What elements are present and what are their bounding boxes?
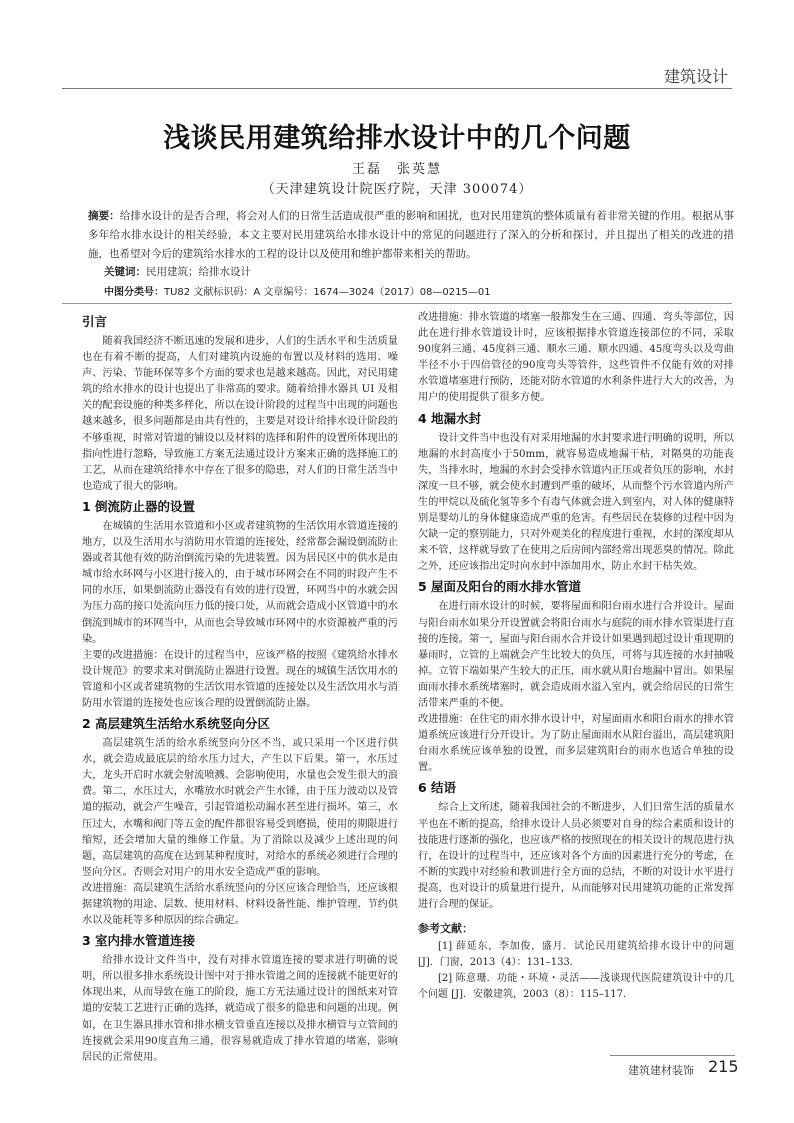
clc-text: TU82 文献标识码：A 文章编号：1674—3024（2017）08—0215—01 — [164, 287, 491, 298]
para-s6: 综合上文所述，随着我国社会的不断进步，人们日常生活的质量水平也在不断的提高，给排水设计人员必须要对自身的综合素质和设计的技能进行逐渐的强化，也应该严格的按照现在的相关设计的规范进行执行，在设计的过程当中，还应该对各个方面的因素进行充分的考虑，在不断的实践中对经验和教训进行全方面的总结，不断的对设计水平进行提高，也对设计的质量进行提升，从而能够对民用建筑功能的正常发挥进行合理的保证。 — [418, 802, 734, 910]
reference-item: [2] 陈意珊．功能・环境・灵活——浅谈现代医院建筑设计中的几个问题 [J]．安徽建筑，2003（8）：115–117． — [418, 973, 734, 1001]
para-s5-1: 在进行雨水设计的时候，要将屋面和阳台雨水进行合并设计。屋面与阳台雨水如果分开设置就会将阳台雨水与庭院的雨水排水管渠进行直接的连接。第一，屋面与阳台雨水合并设计如果遇到超过设计重现期的暴雨时，立管的上端就会产生比较大的负压，可将与其连接的水封抽吸掉。立管下端如果产生较大的正压，雨水就从阳台地漏中冒出。如果屋面雨水排水系统堵塞时，就会造成雨水溢入室内，就会给居民的日常生活带来严重的不便。 — [418, 601, 734, 709]
heading-s5: 5 屋面及阳台的雨水排水管道 — [418, 579, 582, 595]
keywords-text: 民用建筑；给排水设计 — [146, 266, 251, 278]
right-column — [418, 310, 734, 1003]
abstract — [88, 207, 734, 264]
keywords-label: 关键词： — [104, 266, 146, 278]
section-tag: 建筑设计 — [663, 67, 728, 86]
classification-line — [104, 283, 734, 298]
para-s1-1: 在城镇的生活用水管道和小区或者建筑物的生活饮用水管道连接的地方，以及生活用水与消防用水管道的连接处，经常都会漏设倒流防止器或者其他有效的防治倒流污染的先进装置。因为居民区中的供水是由城市给水环网与小区进行接入的，由于城市环网会在不同的时段产生不同的水压，如果倒流防止器没有有效的进行设置，环网当中的水就会因为压力高的接口处流向压力低的接口处，从而就会造成小区管道中的水倒流到城市的环网当中，从而也会导致城市环网中的水资源被严重的污染。 — [82, 520, 398, 645]
references-title: 参考文献： — [418, 922, 473, 936]
heading-intro: 引言 — [82, 314, 108, 329]
para-s1-2: 主要的改进措施：在设计的过程当中，应该严格的按照《建筑给水排水设计规范》的要求来对倒流防止器进行设置。现在的城镇生活饮用水的管道和小区或者建筑物的生活饮用水管道的连接处以及生活饮用水与消防用水管道的连接处也应该合理的设置倒流防止器。 — [82, 649, 398, 709]
article-title: 浅谈民用建筑给排水设计中的几个问题 — [163, 123, 631, 154]
para-s2-1: 高层建筑生活的给水系统竖向分区不当，或只采用一个区进行供水，就会造成最底层的给水压力过大，产生以下后果。第一，水压过大，龙头开启时水就会射流喷溅、会影响使用，水量也会发生很大的浪费。第二，水压过大，水嘴放水时就会产生水锤，由于压力波动以及管道的振动，就会产生噪音，引起管道松动漏水甚至进行损坏。第三，水压过大，水嘴和阀门等五金的配件都很容易受到磨损，使用的期限进行缩短，还会增加大量的维修工作量。为了消除以及减少上述出现的问题，高层建筑的高度在达到某种程度时，对给水的系统必须进行合理的竖向分区。否则会对用户的用水安全造成严重的影响。 — [82, 738, 398, 878]
left-column — [82, 310, 398, 1066]
journal-name: 建筑建材装饰 — [628, 1064, 694, 1077]
footer-rule — [610, 1055, 735, 1056]
para-s2-2: 改进措施：高层建筑生活给水系统竖向的分区应该合理恰当，还应该根据建筑物的用途、层数、使用材料、材料设备性能、维护管理、节约供水以及能耗等多种原因的综合确定。 — [82, 882, 398, 927]
clc-label: 中图分类号： — [104, 287, 164, 298]
heading-s6: 6 结语 — [418, 780, 457, 796]
page-number: 215 — [708, 1057, 739, 1076]
reference-item: [1] 薛延东，李加俊，盛月．试论民用建筑给排水设计中的问题 [J]．门窗，2013（4）：131–133． — [418, 941, 734, 969]
heading-s4: 4 地漏水封 — [418, 410, 482, 426]
abstract-text: 给排水设计的是否合理，将会对人们的日常生活造成很严重的影响和困扰，也对民用建筑的整体质量有着非常关键的作用。根据从事多年给水排水设计的相关经验，本文主要对民用建筑给水排水设计中的常见的问题进行了深入的分析和探讨，并且提出了相关的改进的措施，也希望对今后的建筑给水排水的工程的设计以及使用和维护都带来相关的帮助。 — [88, 210, 735, 260]
para-s5-2: 改进措施：在住宅的雨水排水设计中，对屋面雨水和阳台雨水的排水管道系统应该进行分开设计。为了防止屋面雨水从阳台溢出，高层建筑阳台雨水系统应该单独的设置，而多层建筑阳台的雨水也适合单独的设置。 — [418, 714, 734, 774]
abstract-label: 摘要： — [88, 210, 120, 222]
authors: 王磊 张英慧 — [351, 162, 442, 177]
heading-s3: 3 室内排水管道连接 — [82, 933, 196, 949]
clc-rule — [62, 303, 732, 304]
header-rule — [62, 88, 732, 89]
para-intro: 随着我国经济不断迅速的发展和进步，人们的生活水平和生活质量也在有着不断的提高，人们对建筑内设施的布置以及材料的选用、噪声、污染、节能环保等多个方面的要求也是越来越高。因此，对民用建筑的给水排水的设计也提出了非常高的要求。随着给排水器具 UI 及相关的配套设施的种类多样化，所以在设计阶段的过程当中出现的问题也越来越多，很多问题都是由共有性的，主要是对设计给排水设计阶段的不够重视，时常对管道的铺设以及材料的选择和附件的设置所体现出的指向性进行忽略，导致施工方案无法通过设计方案来正确的选择施工的工艺，从而在建筑给排水中存在了很多的隐患，对人们的日常生活当中也造成了很大的影响。 — [82, 336, 398, 492]
heading-s1: 1 倒流防止器的设置 — [82, 498, 196, 514]
para-s4: 设计文件当中也没有对采用地漏的水封要求进行明确的说明，所以地漏的水封高度小于50mm，就容易造成地漏干枯，对隔臭的功能丧失，当排水时，地漏的水封会受排水管道内正压或者负压的影响，水封深度一旦不够，就会使水封遭到严重的破坏，从而整个污水管道内所产生的甲烷以及硫化氢等多个有毒气体就会进入到室内，对人体的健康特别是婴幼儿的身体健康造成严重的危害。有些居民在装修的过程中因为欠缺一定的察别能力，只对外观美化的程度进行重视，水封的深度却从来不管，这样就导致了在使用之后房间内部经常出现恶臭的情况。除此之外，还应该指出定时向水封中添加用水，防止水封干枯失效。 — [418, 432, 734, 573]
para-s3-2: 改进措施：排水管道的堵塞一般都发生在三通、四通、弯头等部位，因此在进行排水管道设计时，应该根据排水管道连接部位的不同，采取90度斜三通、45度斜三通、顺水三通、顺水四通、45度弯头以及弯曲半径不小于四倍管径的90度弯头等管件，这些管件不仅能有效的对排水管道堵塞进行预防，还能对防水管道的水利条件进行大大的改善，为用户的使用提供了很多方便。 — [418, 312, 734, 404]
affiliation: （天津建筑设计院医疗院，天津 300074） — [261, 182, 533, 197]
para-s3-1: 给排水设计文件当中，没有对排水管道连接的要求进行明确的说明，所以很多排水系统设计图中对于排水管道之间的连接就不能更好的体现出来，从而导致在施工的阶段，施工方无法通过设计的图纸来对管道的安装工艺进行正确的选择，就造成了很多的隐患和问题的出现。例如，在卫生器具排水管和排水横支管垂直连接以及排水横管与立管间的连接就会采用90度直角三通，很容易就造成了排水管道的堵塞，影响居民的正常使用。 — [82, 955, 398, 1063]
heading-s2: 2 高层建筑生活给水系统竖向分区 — [82, 716, 271, 732]
keywords — [104, 264, 734, 279]
